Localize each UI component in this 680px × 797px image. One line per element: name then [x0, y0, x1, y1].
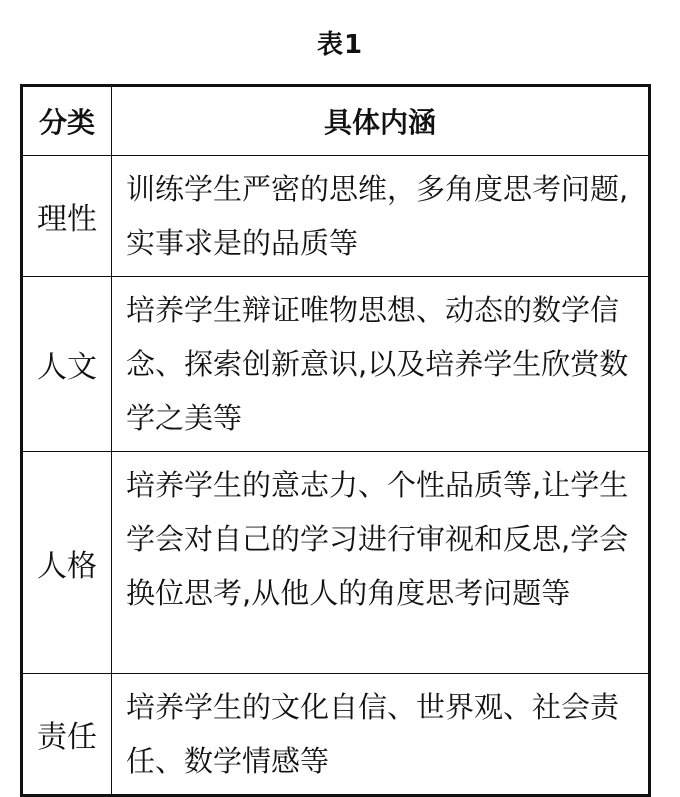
row-content: 训练学生严密的思维，多角度思考问题,实事求是的品质等: [112, 156, 650, 277]
table-title: 表1: [316, 30, 364, 60]
table-row: [22, 156, 650, 277]
table-row: [22, 452, 650, 674]
table-row: [22, 674, 650, 796]
header-content: 具体内涵: [112, 86, 650, 156]
row-category: 责任: [22, 674, 112, 796]
table-row: [22, 277, 650, 452]
header-category: 分类: [22, 86, 112, 156]
row-content: 培养学生辩证唯物思想、动态的数学信念、探索创新意识,以及培养学生欣赏数学之美等: [112, 277, 650, 452]
row-category: 人格: [22, 452, 112, 674]
row-content: 培养学生的意志力、个性品质等,让学生学会对自己的学习进行审视和反思,学会换位思考,从他人的角度思考问题等: [112, 452, 650, 674]
content-table: [20, 84, 651, 797]
row-content: 培养学生的文化自信、世界观、社会责任、数学情感等: [112, 674, 650, 796]
table-header-row: [22, 86, 650, 156]
row-category: 理性: [22, 156, 112, 277]
row-category: 人文: [22, 277, 112, 452]
